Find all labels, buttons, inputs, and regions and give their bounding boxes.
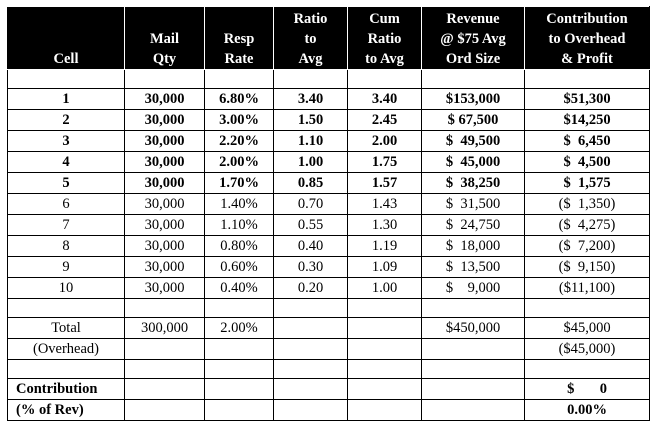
table-row — [8, 236, 650, 257]
total-row — [8, 318, 650, 339]
empty-cell — [422, 379, 525, 400]
contribution: ($ 7,200) — [525, 236, 650, 257]
mail-qty: 30,000 — [125, 278, 205, 299]
contribution: ($ 4,275) — [525, 215, 650, 236]
empty-cell — [274, 400, 348, 421]
table-row — [8, 110, 650, 131]
revenue: $ 9,000 — [422, 278, 525, 299]
total-contribution: $45,000 — [525, 318, 650, 339]
contribution: ($ 9,150) — [525, 257, 650, 278]
ratio-to-avg: 0.70 — [274, 194, 348, 215]
mailing-results-table — [7, 6, 650, 421]
contribution: ($ 1,350) — [525, 194, 650, 215]
pct-rev-row — [8, 400, 650, 421]
empty-cell — [205, 400, 274, 421]
revenue: $ 18,000 — [422, 236, 525, 257]
ratio-to-avg: 1.10 — [274, 131, 348, 152]
revenue: $ 67,500 — [422, 110, 525, 131]
contribution-label: Contribution — [8, 379, 125, 400]
revenue: $153,000 — [422, 89, 525, 110]
mail-qty: 30,000 — [125, 257, 205, 278]
mail-qty: 30,000 — [125, 194, 205, 215]
cell-number: 8 — [8, 236, 125, 257]
empty-cell — [348, 400, 422, 421]
table-header — [8, 7, 650, 70]
header-resp-rate: Resp Rate — [205, 7, 274, 70]
ratio-to-avg: 1.00 — [274, 152, 348, 173]
contribution: $ 6,450 — [525, 131, 650, 152]
cum-ratio: 1.09 — [348, 257, 422, 278]
cell-number: 10 — [8, 278, 125, 299]
cum-ratio: 1.00 — [348, 278, 422, 299]
revenue: $ 45,000 — [422, 152, 525, 173]
ratio-to-avg: 1.50 — [274, 110, 348, 131]
total-label: Total — [8, 318, 125, 339]
table-row — [8, 257, 650, 278]
empty-cell — [274, 318, 348, 339]
contribution: $ 1,575 — [525, 173, 650, 194]
header-cum-ratio: Cum Ratio to Avg — [348, 7, 422, 70]
empty-cell — [125, 400, 205, 421]
empty-cell — [348, 339, 422, 360]
total-qty: 300,000 — [125, 318, 205, 339]
overhead-value: ($45,000) — [525, 339, 650, 360]
empty-cell — [125, 379, 205, 400]
overhead-label: (Overhead) — [8, 339, 125, 360]
table-body — [8, 70, 650, 421]
ratio-to-avg: 0.85 — [274, 173, 348, 194]
header-mail-qty: Mail Qty — [125, 7, 205, 70]
mail-qty: 30,000 — [125, 236, 205, 257]
ratio-to-avg: 0.55 — [274, 215, 348, 236]
spacer-row — [8, 70, 650, 89]
overhead-row — [8, 339, 650, 360]
header-revenue: Revenue @ $75 Avg Ord Size — [422, 7, 525, 70]
empty-cell — [348, 318, 422, 339]
spacer-row — [8, 360, 650, 379]
resp-rate: 1.70% — [205, 173, 274, 194]
resp-rate: 1.40% — [205, 194, 274, 215]
contribution: $14,250 — [525, 110, 650, 131]
table-row — [8, 194, 650, 215]
resp-rate: 0.80% — [205, 236, 274, 257]
revenue: $ 13,500 — [422, 257, 525, 278]
cum-ratio: 2.00 — [348, 131, 422, 152]
revenue: $ 31,500 — [422, 194, 525, 215]
cum-ratio: 2.45 — [348, 110, 422, 131]
resp-rate: 2.00% — [205, 152, 274, 173]
empty-cell — [205, 379, 274, 400]
spacer-row — [8, 299, 650, 318]
resp-rate: 1.10% — [205, 215, 274, 236]
empty-cell — [274, 339, 348, 360]
mail-qty: 30,000 — [125, 110, 205, 131]
contribution: $ 4,500 — [525, 152, 650, 173]
document — [7, 6, 650, 421]
contribution: $51,300 — [525, 89, 650, 110]
contribution: ($11,100) — [525, 278, 650, 299]
empty-cell — [422, 400, 525, 421]
table-row — [8, 152, 650, 173]
revenue: $ 49,500 — [422, 131, 525, 152]
empty-cell — [125, 339, 205, 360]
cell-number: 2 — [8, 110, 125, 131]
table-row — [8, 131, 650, 152]
header-ratio-to-avg: Ratio to Avg — [274, 7, 348, 70]
header-contribution: Contribution to Overhead & Profit — [525, 7, 650, 70]
ratio-to-avg: 0.20 — [274, 278, 348, 299]
ratio-to-avg: 0.40 — [274, 236, 348, 257]
revenue: $ 24,750 — [422, 215, 525, 236]
cell-number: 6 — [8, 194, 125, 215]
total-revenue: $450,000 — [422, 318, 525, 339]
cell-number: 5 — [8, 173, 125, 194]
cum-ratio: 1.57 — [348, 173, 422, 194]
resp-rate: 0.60% — [205, 257, 274, 278]
table-row — [8, 173, 650, 194]
resp-rate: 6.80% — [205, 89, 274, 110]
pct-rev-label: (% of Rev) — [8, 400, 125, 421]
empty-cell — [422, 339, 525, 360]
resp-rate: 2.20% — [205, 131, 274, 152]
mail-qty: 30,000 — [125, 173, 205, 194]
resp-rate: 3.00% — [205, 110, 274, 131]
cum-ratio: 1.30 — [348, 215, 422, 236]
empty-cell — [205, 339, 274, 360]
cell-number: 7 — [8, 215, 125, 236]
table-row — [8, 278, 650, 299]
cum-ratio: 1.43 — [348, 194, 422, 215]
resp-rate: 0.40% — [205, 278, 274, 299]
cell-number: 3 — [8, 131, 125, 152]
mail-qty: 30,000 — [125, 89, 205, 110]
cell-number: 1 — [8, 89, 125, 110]
ratio-to-avg: 0.30 — [274, 257, 348, 278]
total-rate: 2.00% — [205, 318, 274, 339]
mail-qty: 30,000 — [125, 215, 205, 236]
table-row — [8, 89, 650, 110]
cum-ratio: 1.75 — [348, 152, 422, 173]
contribution-row — [8, 379, 650, 400]
contribution-value: $ 0 — [525, 379, 650, 400]
header-cell: Cell — [8, 7, 125, 70]
cum-ratio: 1.19 — [348, 236, 422, 257]
cell-number: 4 — [8, 152, 125, 173]
pct-rev-value: 0.00% — [525, 400, 650, 421]
cell-number: 9 — [8, 257, 125, 278]
empty-cell — [348, 379, 422, 400]
mail-qty: 30,000 — [125, 152, 205, 173]
empty-cell — [274, 379, 348, 400]
revenue: $ 38,250 — [422, 173, 525, 194]
table-row — [8, 215, 650, 236]
cum-ratio: 3.40 — [348, 89, 422, 110]
ratio-to-avg: 3.40 — [274, 89, 348, 110]
mail-qty: 30,000 — [125, 131, 205, 152]
